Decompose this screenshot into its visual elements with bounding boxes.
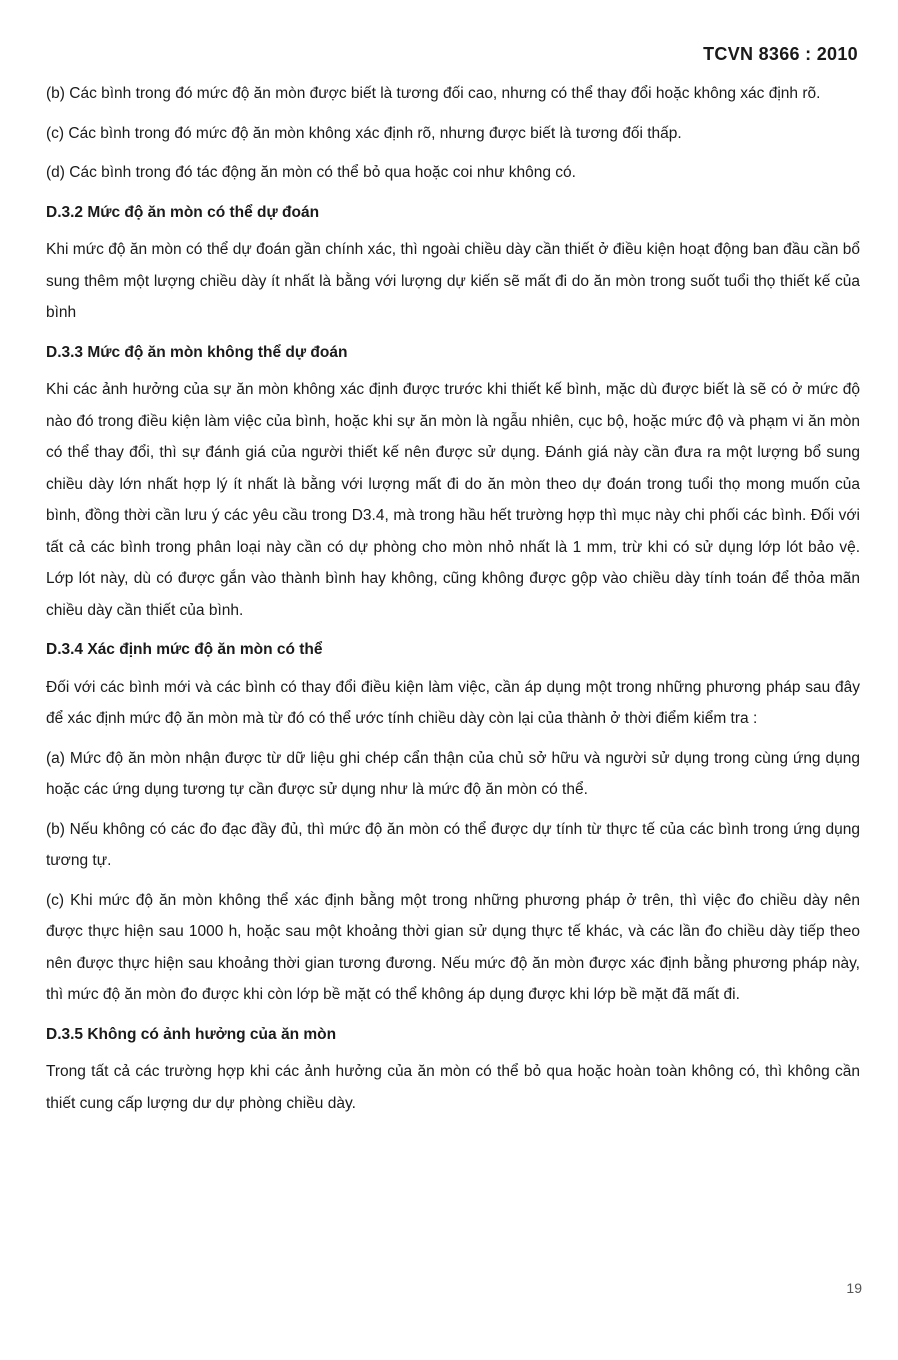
section-heading: D.3.3 Mức độ ăn mòn không thể dự đoán xyxy=(46,343,348,361)
paragraph: (c) Các bình trong đó mức độ ăn mòn không xác định rõ, nhưng được biết là tương đối thấp. xyxy=(46,124,682,142)
paragraph: (b) Nếu không có các đo đạc đầy đủ, thì mức độ ăn mòn có thể được dự tính từ thực tế của các bình trong ứng dụng tương tự. xyxy=(46,820,860,869)
paragraph: (b) Các bình trong đó mức độ ăn mòn được biết là tương đối cao, nhưng có thể thay đổi hoặc không xác định rõ. xyxy=(46,85,821,102)
section-heading: D.3.5 Không có ảnh hưởng của ăn mòn xyxy=(46,1025,337,1043)
paragraph: (a) Mức độ ăn mòn nhận được từ dữ liệu ghi chép cẩn thận của chủ sở hữu và người sử dụng trong cùng ứng dụng hoặc các ứng dụng tương tự cần được sử dụng như là mức độ ăn mòn có thể. xyxy=(46,749,860,798)
section-heading: D.3.2 Mức độ ăn mòn có thể dự đoán xyxy=(46,203,320,221)
paragraph: (c) Khi mức độ ăn mòn không thể xác định bằng một trong những phương pháp ở trên, thì việc đo chiều dày nên được thực hiện sau 1000 h, hoặc sau một khoảng thời gian sử dụng thực tế khác, và các lần đo chiều dày tiếp theo nên được thực hiện sau khoảng thời gian tương đương. Nếu mức độ ăn mòn được xác định bằng phương pháp này, thì mức độ ăn mòn đo được khi còn lớp bề mặt có thể không áp dụng được khi lớp bề mặt đã mất đi. xyxy=(46,891,860,1003)
page-number: 19 xyxy=(846,1280,862,1296)
paragraph: (d) Các bình trong đó tác động ăn mòn có thể bỏ qua hoặc coi như không có. xyxy=(46,164,576,181)
paragraph: Trong tất cả các trường hợp khi các ảnh hưởng của ăn mòn có thể bỏ qua hoặc hoàn toàn không có, thì không cần thiết cung cấp lượng dư dự phòng chiều dày. xyxy=(46,1063,860,1112)
paragraph: Khi mức độ ăn mòn có thể dự đoán gần chính xác, thì ngoài chiều dày cần thiết ở điều kiện hoạt động ban đầu cần bổ sung thêm một lượng chiều dày ít nhất là bằng với lượng dự kiến sẽ mất đi do ăn mòn trong suốt tuổi thọ thiết kế của bình xyxy=(46,241,860,321)
section-heading: D.3.4 Xác định mức độ ăn mòn có thể xyxy=(46,641,323,658)
document-code: TCVN 8366 : 2010 xyxy=(703,44,858,64)
document-body xyxy=(46,78,860,1127)
paragraph: Đối với các bình mới và các bình có thay đổi điều kiện làm việc, cần áp dụng một trong những phương pháp sau đây để xác định mức độ ăn mòn mà từ đó có thể ước tính chiều dày còn lại của thành ở thời điểm kiểm tra : xyxy=(46,678,860,727)
paragraph: Khi các ảnh hưởng của sự ăn mòn không xác định được trước khi thiết kế bình, mặc dù được biết là sẽ có ở mức độ nào đó trong điều kiện làm việc của bình, hoặc khi sự ăn mòn là ngẫu nhiên, cục bộ, hoặc mức độ và phạm vi ăn mòn có thể thay đổi, thì sự đánh giá của người thiết kế nên được sử dụng. Đánh giá này cần đưa ra một lượng bổ sung chiều dày lớn nhất hợp lý ít nhất là bằng với lượng mất đi do ăn mòn theo dự đoán trong tuổi thọ mong muốn của bình, đồng thời cần lưu ý các yêu cầu trong D3.4, mà trong hầu hết trường hợp thì mục này chi phối các bình. Đối với tất cả các bình trong phân loại này cần có dự phòng cho mòn nhỏ nhất là 1 mm, trừ khi có sử dụng lớp lót bảo vệ. Lớp lót này, dù có được gắn vào thành bình hay không, cũng không được gộp vào chiều dày tính toán để thỏa mãn chiều dày cần thiết của bình. xyxy=(46,381,860,619)
